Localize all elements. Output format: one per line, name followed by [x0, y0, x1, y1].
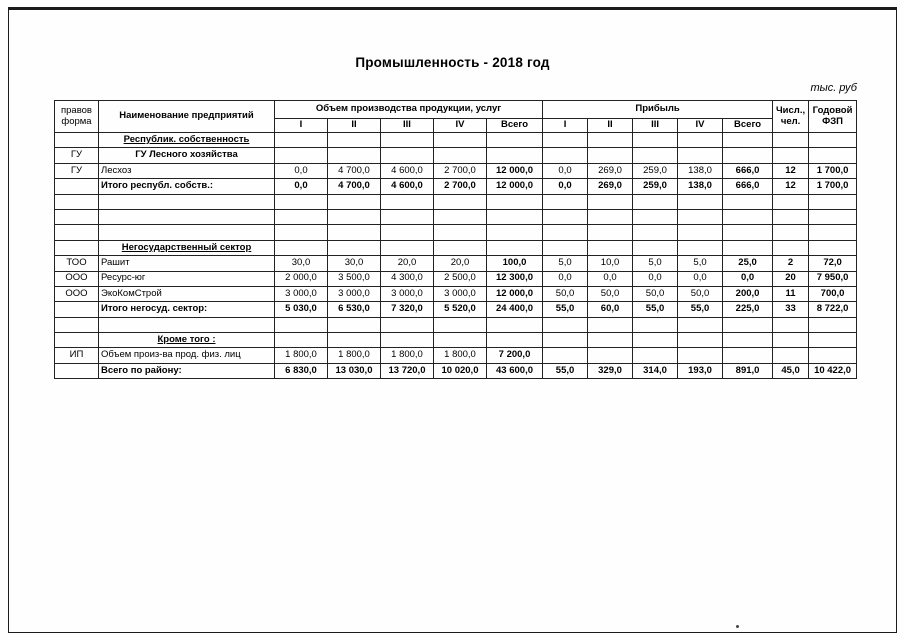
cell-payroll: 7 950,0	[809, 271, 857, 286]
col-header-volume-q4: IV	[434, 119, 487, 133]
cell-profit-q2	[588, 240, 633, 255]
cell-headcount: 20	[773, 271, 809, 286]
table-row	[55, 148, 857, 163]
cell-profit-q1	[543, 317, 588, 332]
cell-profit-q1	[543, 148, 588, 163]
cell-profit-q1	[543, 133, 588, 148]
cell-volume-total	[487, 209, 543, 224]
cell-profit-q2	[588, 209, 633, 224]
cell-payroll	[809, 148, 857, 163]
cell-headcount	[773, 148, 809, 163]
cell-profit-q3	[633, 209, 678, 224]
cell-volume-total: 7 200,0	[487, 348, 543, 363]
cell-headcount: 12	[773, 179, 809, 194]
spacer-row	[55, 194, 857, 209]
cell-volume-q3	[381, 317, 434, 332]
cell-volume-total	[487, 317, 543, 332]
cell-volume-q3	[381, 133, 434, 148]
cell-headcount	[773, 209, 809, 224]
cell-headcount	[773, 240, 809, 255]
col-header-profit-q2: II	[588, 119, 633, 133]
cell-enterprise-name: Республик. собственность	[99, 133, 275, 148]
col-header-volume-q3: III	[381, 119, 434, 133]
col-header-profit-total: Всего	[723, 119, 773, 133]
col-group-volume: Объем производства продукции, услуг	[275, 101, 543, 119]
cell-volume-total: 12 000,0	[487, 179, 543, 194]
cell-profit-q2: 0,0	[588, 271, 633, 286]
cell-profit-q2: 10,0	[588, 256, 633, 271]
cell-payroll: 8 722,0	[809, 302, 857, 317]
cell-volume-total	[487, 240, 543, 255]
table-row	[55, 348, 857, 363]
cell-enterprise-name	[99, 225, 275, 240]
cell-profit-total: 25,0	[723, 256, 773, 271]
col-header-volume-q1: I	[275, 119, 328, 133]
cell-volume-q1: 30,0	[275, 256, 328, 271]
cell-profit-q4	[678, 333, 723, 348]
cell-profit-q1: 0,0	[543, 163, 588, 178]
cell-volume-q4: 1 800,0	[434, 348, 487, 363]
cell-profit-total: 666,0	[723, 163, 773, 178]
col-header-profit-q3: III	[633, 119, 678, 133]
cell-enterprise-name: Всего по району:	[99, 363, 275, 378]
cell-legal-form	[55, 240, 99, 255]
payroll-line2: ФЗП	[822, 115, 843, 127]
cell-volume-q1: 1 800,0	[275, 348, 328, 363]
cell-headcount: 45,0	[773, 363, 809, 378]
cell-profit-q4	[678, 348, 723, 363]
cell-profit-q2: 269,0	[588, 163, 633, 178]
cell-profit-total	[723, 194, 773, 209]
cell-volume-q4: 5 520,0	[434, 302, 487, 317]
cell-volume-q3	[381, 240, 434, 255]
cell-volume-q2	[328, 194, 381, 209]
cell-enterprise-name: Негосударственный сектор	[99, 240, 275, 255]
cell-profit-q3	[633, 148, 678, 163]
cell-volume-q4: 2 700,0	[434, 163, 487, 178]
cell-profit-q4: 0,0	[678, 271, 723, 286]
cell-payroll: 1 700,0	[809, 163, 857, 178]
cell-profit-q4	[678, 225, 723, 240]
cell-profit-total: 666,0	[723, 179, 773, 194]
cell-profit-q3: 50,0	[633, 286, 678, 301]
cell-volume-q4	[434, 133, 487, 148]
cell-profit-q4	[678, 240, 723, 255]
spacer-row	[55, 225, 857, 240]
cell-profit-q4: 50,0	[678, 286, 723, 301]
cell-volume-q4: 2 500,0	[434, 271, 487, 286]
cell-payroll	[809, 333, 857, 348]
cell-profit-q4	[678, 194, 723, 209]
cell-enterprise-name: Итого республ. собств.:	[99, 179, 275, 194]
table-row	[55, 256, 857, 271]
cell-volume-q1	[275, 225, 328, 240]
cell-legal-form: ИП	[55, 348, 99, 363]
cell-profit-q4	[678, 209, 723, 224]
cell-profit-q1: 55,0	[543, 302, 588, 317]
cell-profit-q1	[543, 209, 588, 224]
legal-form-line2: форма	[61, 115, 92, 127]
cell-profit-q3: 259,0	[633, 179, 678, 194]
industry-report-table	[54, 100, 857, 379]
cell-volume-q1: 0,0	[275, 179, 328, 194]
col-header-volume-total: Всего	[487, 119, 543, 133]
cell-legal-form: ТОО	[55, 256, 99, 271]
cell-legal-form	[55, 317, 99, 332]
table-row	[55, 363, 857, 378]
cell-payroll	[809, 194, 857, 209]
cell-enterprise-name	[99, 209, 275, 224]
cell-volume-q3: 13 720,0	[381, 363, 434, 378]
cell-profit-q1	[543, 348, 588, 363]
cell-volume-q2: 30,0	[328, 256, 381, 271]
cell-enterprise-name: Кроме того :	[99, 333, 275, 348]
cell-volume-total	[487, 133, 543, 148]
table-row	[55, 133, 857, 148]
cell-volume-q2: 4 700,0	[328, 179, 381, 194]
cell-volume-q2	[328, 148, 381, 163]
cell-profit-q1: 0,0	[543, 179, 588, 194]
cell-volume-q4: 10 020,0	[434, 363, 487, 378]
cell-profit-q4	[678, 148, 723, 163]
cell-legal-form: ООО	[55, 271, 99, 286]
cell-volume-q3: 3 000,0	[381, 286, 434, 301]
cell-volume-q4: 3 000,0	[434, 286, 487, 301]
table-row	[55, 179, 857, 194]
document-title: Промышленность - 2018 год	[355, 55, 550, 70]
cell-profit-q3	[633, 348, 678, 363]
table-row	[55, 240, 857, 255]
cell-volume-q2	[328, 209, 381, 224]
cell-payroll: 1 700,0	[809, 179, 857, 194]
cell-profit-q4: 138,0	[678, 179, 723, 194]
cell-profit-total: 225,0	[723, 302, 773, 317]
cell-headcount	[773, 348, 809, 363]
table-body	[55, 133, 857, 379]
cell-profit-q3	[633, 240, 678, 255]
cell-volume-q2: 3 500,0	[328, 271, 381, 286]
cell-profit-total	[723, 240, 773, 255]
table-row	[55, 286, 857, 301]
cell-profit-q4: 5,0	[678, 256, 723, 271]
cell-profit-total	[723, 317, 773, 332]
cell-volume-q1	[275, 194, 328, 209]
cell-volume-total: 12 300,0	[487, 271, 543, 286]
cell-profit-q1: 55,0	[543, 363, 588, 378]
cell-profit-q2: 269,0	[588, 179, 633, 194]
cell-volume-total: 12 000,0	[487, 163, 543, 178]
cell-enterprise-name	[99, 194, 275, 209]
cell-profit-q1: 5,0	[543, 256, 588, 271]
cell-volume-q4: 2 700,0	[434, 179, 487, 194]
col-header-profit-q1: I	[543, 119, 588, 133]
cell-volume-total	[487, 225, 543, 240]
cell-profit-total	[723, 209, 773, 224]
table-row	[55, 333, 857, 348]
cell-enterprise-name: Объем произ-ва прод. физ. лиц	[99, 348, 275, 363]
spacer-row	[55, 317, 857, 332]
cell-volume-q2	[328, 240, 381, 255]
cell-volume-q2	[328, 333, 381, 348]
cell-volume-q3: 4 600,0	[381, 179, 434, 194]
cell-profit-total	[723, 133, 773, 148]
cell-profit-total: 0,0	[723, 271, 773, 286]
col-header-enterprise-name: Наименование предприятий	[99, 101, 275, 133]
cell-enterprise-name: ЭкоКомСтрой	[99, 286, 275, 301]
units-note: тыс. руб	[810, 82, 857, 94]
cell-volume-q4	[434, 148, 487, 163]
cell-legal-form	[55, 133, 99, 148]
cell-profit-q2	[588, 348, 633, 363]
cell-profit-q2	[588, 317, 633, 332]
cell-enterprise-name: Рашит	[99, 256, 275, 271]
cell-legal-form: ГУ	[55, 148, 99, 163]
table-row	[55, 302, 857, 317]
cell-profit-q3	[633, 194, 678, 209]
cell-volume-q2: 1 800,0	[328, 348, 381, 363]
cell-volume-q1: 6 830,0	[275, 363, 328, 378]
cell-volume-q4	[434, 194, 487, 209]
cell-headcount: 2	[773, 256, 809, 271]
cell-profit-q2	[588, 133, 633, 148]
cell-volume-q4	[434, 317, 487, 332]
cell-profit-q1: 50,0	[543, 286, 588, 301]
cell-legal-form: ООО	[55, 286, 99, 301]
cell-profit-q2: 329,0	[588, 363, 633, 378]
cell-profit-q2	[588, 225, 633, 240]
cell-profit-q3: 314,0	[633, 363, 678, 378]
cell-enterprise-name: Итого негосуд. сектор:	[99, 302, 275, 317]
cell-headcount	[773, 333, 809, 348]
cell-volume-q2: 4 700,0	[328, 163, 381, 178]
cell-volume-q1: 5 030,0	[275, 302, 328, 317]
cell-profit-q3	[633, 133, 678, 148]
cell-volume-total: 24 400,0	[487, 302, 543, 317]
table-row	[55, 271, 857, 286]
cell-profit-q4: 55,0	[678, 302, 723, 317]
cell-headcount	[773, 317, 809, 332]
cell-volume-q1	[275, 148, 328, 163]
cell-enterprise-name: ГУ Лесного хозяйства	[99, 148, 275, 163]
cell-profit-q3	[633, 317, 678, 332]
cell-volume-total: 43 600,0	[487, 363, 543, 378]
cell-legal-form	[55, 194, 99, 209]
col-header-payroll	[809, 101, 857, 133]
cell-payroll	[809, 317, 857, 332]
cell-enterprise-name: Лесхоз	[99, 163, 275, 178]
cell-volume-q4: 20,0	[434, 256, 487, 271]
cell-payroll	[809, 209, 857, 224]
cell-volume-q3	[381, 194, 434, 209]
cell-payroll: 700,0	[809, 286, 857, 301]
spacer-row	[55, 209, 857, 224]
col-group-profit: Прибыль	[543, 101, 773, 119]
cell-legal-form	[55, 179, 99, 194]
cell-volume-q3	[381, 333, 434, 348]
cell-volume-q3: 20,0	[381, 256, 434, 271]
cell-volume-total: 12 000,0	[487, 286, 543, 301]
col-header-profit-q4: IV	[678, 119, 723, 133]
cell-legal-form: ГУ	[55, 163, 99, 178]
cell-volume-q1	[275, 209, 328, 224]
cell-profit-q3	[633, 225, 678, 240]
cell-payroll	[809, 225, 857, 240]
cell-payroll: 10 422,0	[809, 363, 857, 378]
cell-volume-q1: 0,0	[275, 163, 328, 178]
cell-profit-q3	[633, 333, 678, 348]
cell-volume-q1	[275, 133, 328, 148]
cell-profit-q2	[588, 194, 633, 209]
cell-headcount: 11	[773, 286, 809, 301]
cell-profit-q3: 259,0	[633, 163, 678, 178]
cell-volume-q2: 6 530,0	[328, 302, 381, 317]
cell-profit-q1	[543, 240, 588, 255]
cell-profit-q1	[543, 194, 588, 209]
cell-headcount	[773, 133, 809, 148]
cell-profit-q2: 60,0	[588, 302, 633, 317]
cell-volume-q2: 13 030,0	[328, 363, 381, 378]
cell-enterprise-name	[99, 317, 275, 332]
cell-volume-total	[487, 148, 543, 163]
cell-volume-q4	[434, 225, 487, 240]
cell-volume-q3: 7 320,0	[381, 302, 434, 317]
cell-volume-q3	[381, 209, 434, 224]
payroll-line1: Годовой	[812, 105, 853, 117]
cell-profit-total	[723, 348, 773, 363]
cell-profit-q4: 193,0	[678, 363, 723, 378]
cell-profit-total	[723, 225, 773, 240]
cell-profit-q4	[678, 133, 723, 148]
cell-volume-q2	[328, 133, 381, 148]
cell-payroll	[809, 348, 857, 363]
cell-profit-q3: 0,0	[633, 271, 678, 286]
cell-profit-q1: 0,0	[543, 271, 588, 286]
cell-volume-q1	[275, 240, 328, 255]
cell-profit-total	[723, 333, 773, 348]
cell-volume-q4	[434, 209, 487, 224]
cell-profit-total	[723, 148, 773, 163]
legal-form-line1: правов	[61, 105, 92, 117]
cell-volume-q3: 4 300,0	[381, 271, 434, 286]
cell-profit-q1	[543, 333, 588, 348]
cell-profit-q2	[588, 148, 633, 163]
cell-volume-q3	[381, 148, 434, 163]
cell-profit-q2	[588, 333, 633, 348]
cell-volume-total	[487, 194, 543, 209]
col-header-headcount	[773, 101, 809, 133]
cell-volume-q2	[328, 317, 381, 332]
cell-volume-q2	[328, 225, 381, 240]
cell-payroll	[809, 240, 857, 255]
col-header-legal-form	[55, 101, 99, 133]
cell-legal-form	[55, 302, 99, 317]
cell-payroll: 72,0	[809, 256, 857, 271]
cell-legal-form	[55, 225, 99, 240]
scan-speck	[736, 625, 739, 628]
cell-volume-q4	[434, 333, 487, 348]
cell-volume-q2: 3 000,0	[328, 286, 381, 301]
cell-profit-q3: 55,0	[633, 302, 678, 317]
cell-volume-q1: 2 000,0	[275, 271, 328, 286]
cell-legal-form	[55, 209, 99, 224]
table-row	[55, 163, 857, 178]
cell-volume-q3: 1 800,0	[381, 348, 434, 363]
cell-volume-q3	[381, 225, 434, 240]
cell-enterprise-name: Ресурс-юг	[99, 271, 275, 286]
cell-volume-q1: 3 000,0	[275, 286, 328, 301]
cell-profit-q2: 50,0	[588, 286, 633, 301]
cell-volume-q1	[275, 333, 328, 348]
cell-volume-q3: 4 600,0	[381, 163, 434, 178]
headcount-line1: Числ.,	[776, 105, 806, 117]
cell-legal-form	[55, 333, 99, 348]
cell-headcount	[773, 194, 809, 209]
cell-volume-total	[487, 333, 543, 348]
cell-legal-form	[55, 363, 99, 378]
cell-profit-q3: 5,0	[633, 256, 678, 271]
cell-profit-q1	[543, 225, 588, 240]
headcount-line2: чел.	[780, 115, 801, 127]
col-header-volume-q2: II	[328, 119, 381, 133]
cell-profit-q4	[678, 317, 723, 332]
cell-volume-total: 100,0	[487, 256, 543, 271]
cell-profit-total: 200,0	[723, 286, 773, 301]
cell-headcount	[773, 225, 809, 240]
cell-profit-q4: 138,0	[678, 163, 723, 178]
cell-payroll	[809, 133, 857, 148]
table-header	[55, 101, 857, 133]
cell-volume-q4	[434, 240, 487, 255]
cell-volume-q1	[275, 317, 328, 332]
cell-headcount: 33	[773, 302, 809, 317]
cell-headcount: 12	[773, 163, 809, 178]
cell-profit-total: 891,0	[723, 363, 773, 378]
